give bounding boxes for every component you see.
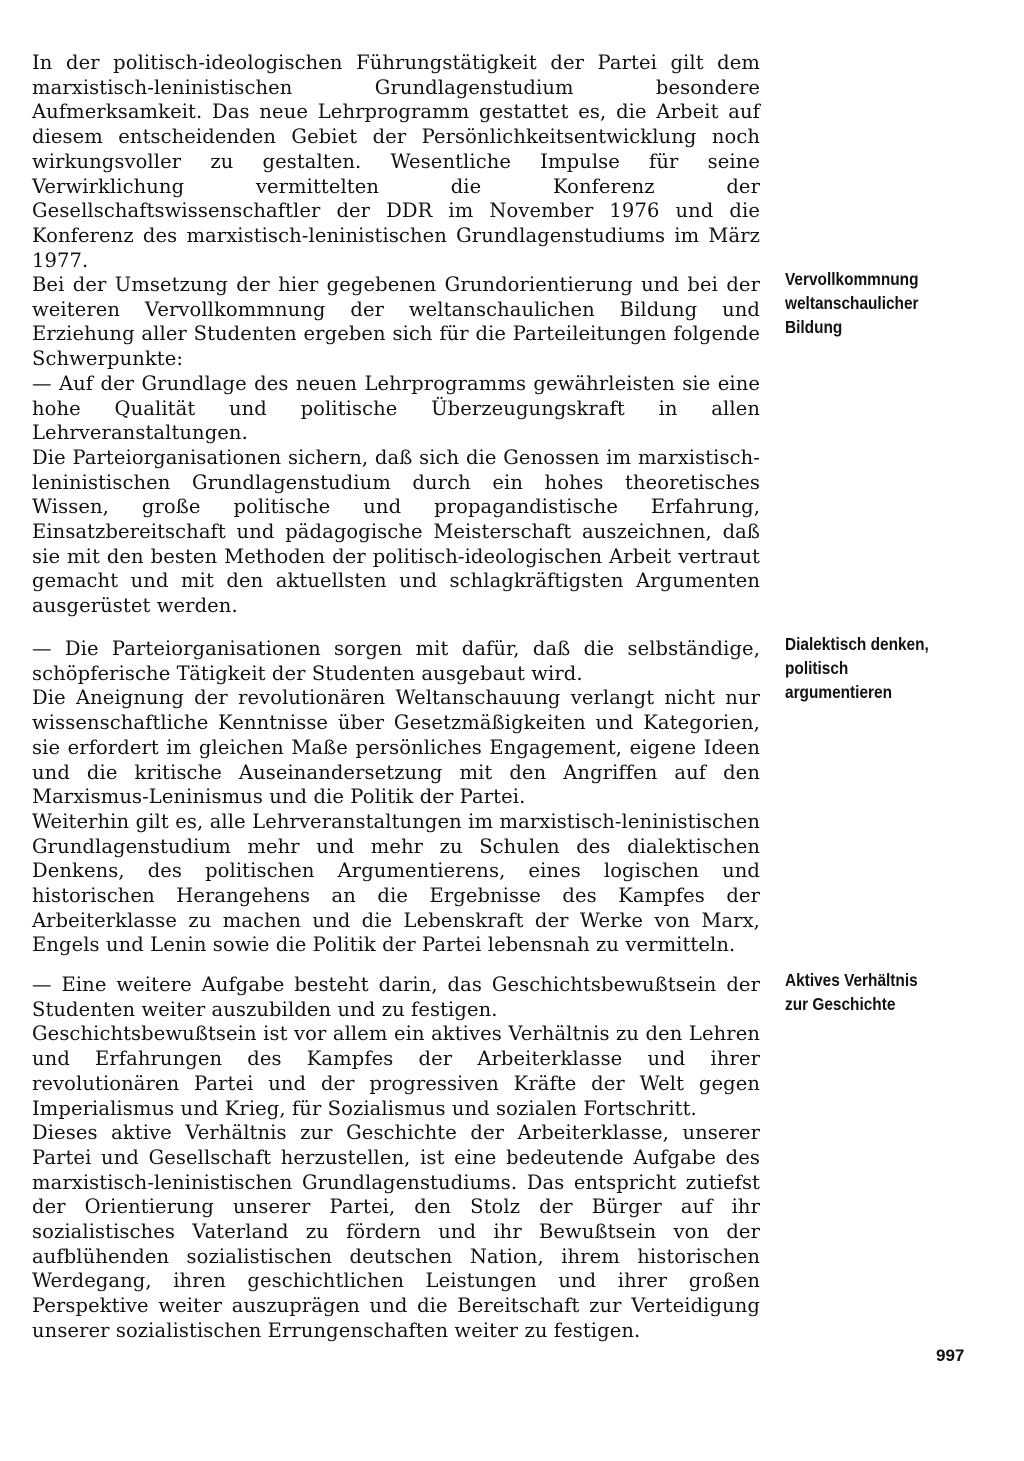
margin-note-line: argumentieren — [785, 682, 892, 702]
page-number: 997 — [936, 1346, 965, 1365]
paragraph: Die Aneignung der revolutionären Weltanschauung verlangt nicht nur wissenschaftliche Kenntnisse über Gesetzmäßigkeiten und Kategorien, sie erfordert im gleichen Maße persönliches Engagement, eigene Ideen und die kritische Auseinandersetzung mit den Angriffen auf den Marxismus-Leninismus und die Politik der Partei. — [32, 686, 760, 809]
section-dialektisch-denken — [32, 637, 760, 958]
paragraph: — Eine weitere Aufgabe besteht darin, das Geschichtsbewußtsein der Studenten weiter auszubilden und zu festigen. — [32, 973, 760, 1021]
paragraph: Weiterhin gilt es, alle Lehrveranstaltungen im marxistisch-leninistischen Grundlagenstudium mehr und mehr zu Schulen des dialektischen Denkens, des politischen Argumentierens, eines logischen und historischen Herangehens an die Ergebnisse des Kampfes der Arbeiterklasse zu machen und die Lebenskraft der Werke von Marx, Engels und Lenin sowie die Politik der Partei lebensnah zu vermitteln. — [32, 809, 760, 957]
margin-note-line: Dialektisch denken, — [785, 634, 929, 654]
paragraph: Die Parteiorganisationen sichern, daß sich die Genossen im marxistisch-leninistischen Grundlagenstudium durch ein hohes theoretisches Wissen, große politische und propagandistische Erfahrung, Einsatzbereitschaft und pädagogische Meisterschaft auszeichnen, daß sie mit den besten Methoden der politisch-ideologischen Arbeit vertraut gemacht und mit den aktuellsten und schlagkräftigsten Argumenten ausgerüstet werden. — [32, 445, 760, 618]
margin-note-line: weltanschaulicher — [785, 293, 919, 313]
margin-note-line: zur Geschichte — [785, 994, 896, 1014]
section-weltanschauliche-bildung — [32, 273, 760, 619]
margin-note-vervollkommnung — [785, 267, 961, 339]
paragraph: Bei der Umsetzung der hier gegebenen Grundorientierung und bei der weiteren Vervollkommnung der weltanschaulichen Bildung und Erziehung aller Studenten ergeben sich für die Parteileitungen folgende Schwerpunkte: — [32, 273, 760, 371]
paragraph: — Die Parteiorganisationen sorgen mit dafür, daß die selbständige, schöpferische Tätigkeit der Studenten ausgebaut wird. — [32, 637, 760, 685]
paragraph: Dieses aktive Verhältnis zur Geschichte der Arbeiterklasse, unserer Partei und Gesellschaft herzustellen, ist eine bedeutende Aufgabe des marxistisch-leninistischen Grundlagenstudiums. Das entspricht zutiefst der Orientierung unserer Partei, den Stolz der Bürger auf ihr sozialistisches Vaterland zu fördern und ihr Bewußtsein von der aufblühenden sozialistischen deutschen Nation, ihrem historischen Werdegang, ihren geschichtlichen Leistungen und ihrer großen Perspektive weiter auszuprägen und die Bereitschaft zur Verteidigung unserer sozialistischen Errungenschaften weiter zu festigen. — [32, 1121, 760, 1342]
margin-note-line: Bildung — [785, 317, 843, 337]
section-geschichte — [32, 973, 760, 1344]
margin-note-line: Aktives Verhältnis — [785, 970, 918, 990]
margin-note-dialektisch — [785, 632, 961, 704]
paragraph: Geschichtsbewußtsein ist vor allem ein aktives Verhältnis zu den Lehren und Erfahrungen des Kampfes der Arbeiterklasse und ihrer revolutionären Partei und der progressiven Kräfte der Welt gegen Imperialismus und Krieg, für Sozialismus und sozialen Fortschritt. — [32, 1022, 760, 1120]
margin-note-geschichte — [785, 968, 961, 1016]
margin-note-line: Vervollkommnung — [785, 269, 919, 289]
margin-note-line: politisch — [785, 658, 849, 678]
paragraph: In der politisch-ideologischen Führungstätigkeit der Partei gilt dem marxistisch-leninistischen Grundlagenstudium besondere Aufmerksamkeit. Das neue Lehrprogramm gestattet es, die Arbeit auf diesem entscheidenden Gebiet der Persönlichkeitsentwicklung noch wirkungsvoller zu gestalten. Wesentliche Impulse für seine Verwirklichung vermittelten die Konferenz der Gesellschaftswissenschaftler der DDR im November 1976 und die Konferenz des marxistisch-leninistischen Grundlagenstudiums im März 1977. — [32, 51, 760, 272]
paragraph: — Auf der Grundlage des neuen Lehrprogramms gewährleisten sie eine hohe Qualität und politische Überzeugungskraft in allen Lehrveranstaltungen. — [32, 371, 760, 445]
section-intro — [32, 51, 760, 273]
